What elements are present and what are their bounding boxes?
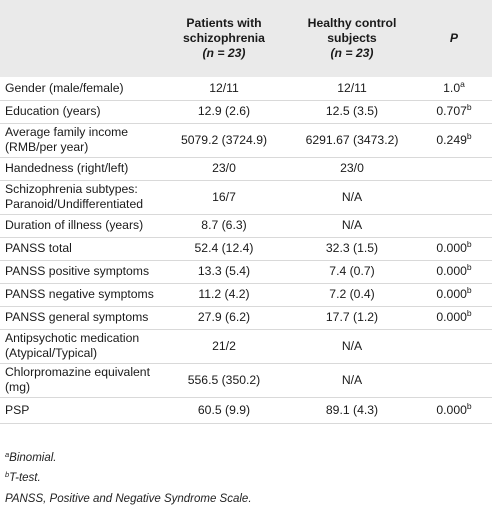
controls-value: N/A bbox=[341, 372, 363, 387]
row-label: Average family income (RMB/per year) bbox=[5, 125, 129, 154]
p-value bbox=[416, 363, 492, 397]
p-value-number: 1.0 bbox=[443, 80, 461, 95]
row-label: Duration of illness (years) bbox=[5, 218, 144, 232]
patients-value: 11.2 (4.2) bbox=[198, 287, 250, 301]
p-value bbox=[416, 180, 492, 214]
table-row bbox=[0, 283, 492, 306]
row-label: Antipsychotic medication (Atypical/Typical) bbox=[5, 331, 140, 360]
footnote-b-mark: b bbox=[5, 470, 10, 479]
controls-value: N/A bbox=[341, 189, 363, 204]
table-row bbox=[0, 363, 492, 397]
p-value-footnote-mark: b bbox=[466, 262, 472, 272]
patients-value: 52.4 (12.4) bbox=[194, 241, 254, 255]
controls-value: 7.2 (0.4) bbox=[329, 287, 375, 301]
p-value-footnote-mark: b bbox=[466, 239, 472, 249]
table-row bbox=[0, 180, 492, 214]
header-controls-line2: subjects bbox=[327, 31, 377, 45]
controls-value: N/A bbox=[341, 218, 363, 232]
row-label: PANSS total bbox=[5, 241, 72, 255]
table-row bbox=[0, 214, 492, 237]
header-controls bbox=[288, 0, 416, 77]
footnote-panss: PANSS, Positive and Negative Syndrome Scale. bbox=[5, 493, 252, 505]
table-row bbox=[0, 100, 492, 123]
controls-value: 23/0 bbox=[340, 161, 364, 175]
patients-value: 556.5 (350.2) bbox=[187, 372, 261, 387]
header-p-value: P bbox=[449, 31, 459, 45]
p-value bbox=[416, 77, 492, 100]
p-value bbox=[416, 123, 492, 157]
footnote-a bbox=[5, 452, 56, 464]
table-body bbox=[0, 77, 492, 423]
p-value-footnote-mark: b bbox=[466, 308, 472, 318]
table-row bbox=[0, 397, 492, 423]
header-patients bbox=[160, 0, 288, 77]
row-label: PANSS general symptoms bbox=[5, 310, 149, 324]
header-patients-n: (n = 23) bbox=[202, 46, 246, 60]
controls-value: 12.5 (3.5) bbox=[325, 104, 379, 118]
patients-value: 23/0 bbox=[212, 161, 236, 175]
header-patients-line1: Patients with bbox=[186, 16, 262, 30]
patients-value: 60.5 (9.9) bbox=[197, 402, 251, 417]
table-row bbox=[0, 237, 492, 260]
header-controls-n: (n = 23) bbox=[330, 46, 374, 60]
p-value bbox=[416, 397, 492, 423]
footnote-a-text: Binomial. bbox=[9, 452, 57, 464]
p-value-footnote-mark: b bbox=[466, 130, 472, 141]
p-value bbox=[416, 260, 492, 283]
controls-value: 7.4 (0.7) bbox=[329, 264, 375, 278]
p-value-footnote-mark: a bbox=[460, 78, 465, 89]
p-value-number: 0.249 bbox=[436, 132, 467, 147]
header-variable bbox=[0, 0, 160, 77]
controls-value: 12/11 bbox=[337, 80, 367, 95]
p-value-number: 0.000 bbox=[436, 287, 467, 301]
patients-value: 21/2 bbox=[212, 338, 236, 353]
row-label: PSP bbox=[5, 402, 30, 417]
row-label: PANSS positive symptoms bbox=[5, 264, 150, 278]
patients-value: 12.9 (2.6) bbox=[197, 104, 251, 118]
p-value bbox=[416, 306, 492, 329]
p-value bbox=[416, 329, 492, 363]
p-value-number: 0.000 bbox=[436, 402, 467, 417]
p-value bbox=[416, 157, 492, 180]
patients-value: 13.3 (5.4) bbox=[197, 264, 251, 278]
table-row bbox=[0, 123, 492, 157]
table-row bbox=[0, 77, 492, 100]
row-label: Gender (male/female) bbox=[5, 80, 124, 95]
p-value bbox=[416, 237, 492, 260]
p-value-footnote-mark: b bbox=[466, 102, 472, 112]
footnote-b-text: T-test. bbox=[9, 472, 41, 484]
row-label: Schizophrenia subtypes: Paranoid/Undifferentiated bbox=[5, 182, 143, 211]
patients-value: 5079.2 (3724.9) bbox=[180, 132, 268, 147]
controls-value: 89.1 (4.3) bbox=[325, 402, 379, 417]
footnote-b bbox=[5, 472, 41, 484]
patients-value: 16/7 bbox=[212, 189, 236, 204]
p-value-number: 0.000 bbox=[436, 264, 467, 278]
p-value-footnote-mark: b bbox=[466, 285, 472, 295]
row-label: Chlorpromazine equivalent (mg) bbox=[5, 365, 150, 394]
controls-value: 17.7 (1.2) bbox=[325, 310, 379, 324]
p-value bbox=[416, 214, 492, 237]
header-controls-line1: Healthy control bbox=[307, 16, 397, 30]
p-value-number: 0.707 bbox=[436, 104, 467, 118]
controls-value: 6291.67 (3473.2) bbox=[305, 132, 399, 147]
table-row bbox=[0, 260, 492, 283]
row-label: Education (years) bbox=[5, 104, 101, 118]
patients-value: 27.9 (6.2) bbox=[197, 310, 251, 324]
controls-value: N/A bbox=[341, 338, 363, 353]
row-label: Handedness (right/left) bbox=[5, 161, 129, 175]
p-value-footnote-mark: b bbox=[466, 400, 472, 411]
table-row bbox=[0, 157, 492, 180]
patients-value: 8.7 (6.3) bbox=[201, 218, 247, 232]
patients-value: 12/11 bbox=[209, 80, 239, 95]
table-header-row bbox=[0, 0, 492, 77]
row-label: PANSS negative symptoms bbox=[5, 287, 154, 301]
table-row bbox=[0, 306, 492, 329]
p-value-number: 0.000 bbox=[436, 310, 467, 324]
controls-value: 32.3 (1.5) bbox=[325, 241, 379, 255]
p-value bbox=[416, 283, 492, 306]
p-value bbox=[416, 100, 492, 123]
p-value-number: 0.000 bbox=[436, 241, 467, 255]
table-row bbox=[0, 329, 492, 363]
footnote-a-mark: a bbox=[5, 450, 10, 459]
header-patients-line2: schizophrenia bbox=[183, 31, 265, 45]
